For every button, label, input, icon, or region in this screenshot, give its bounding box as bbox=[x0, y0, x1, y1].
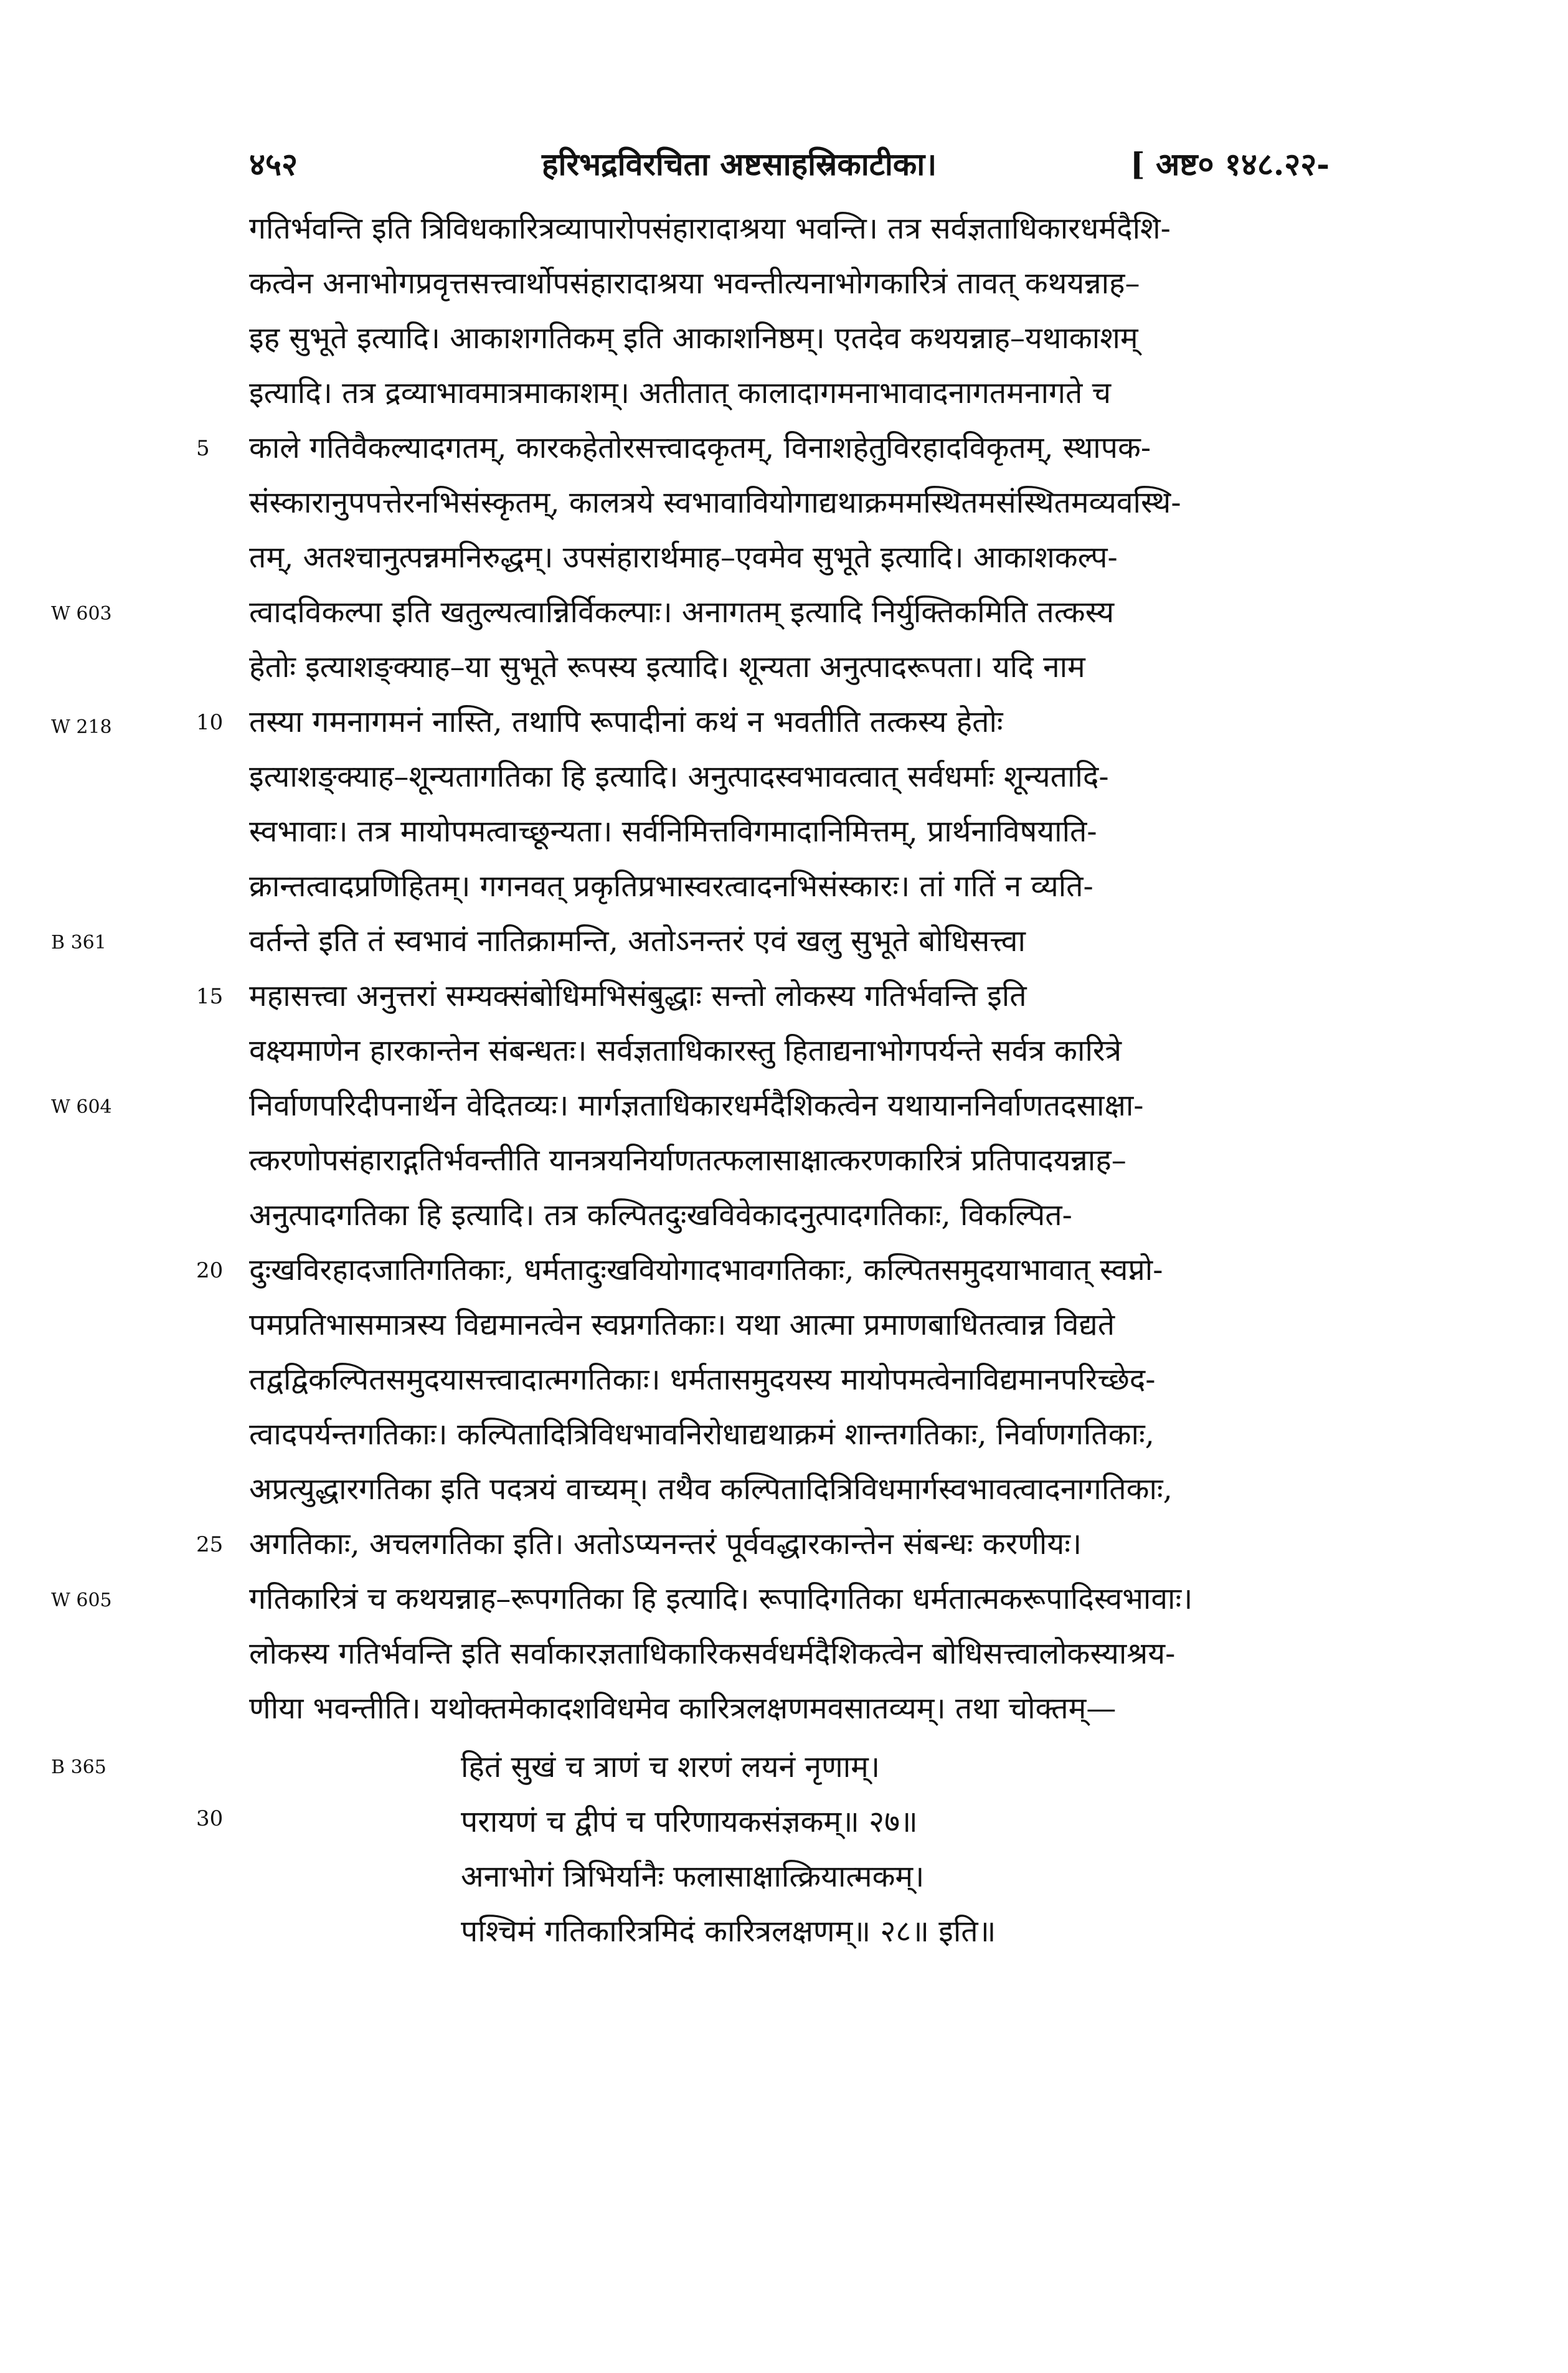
text-line: णीया भवन्तीति। यथोक्तमेकादशविधमेव कारित्रलक्षणमवसातव्यम्। तथा चोक्तम्— bbox=[249, 1691, 1117, 1726]
line-number: 10 bbox=[196, 710, 224, 735]
line-number: 15 bbox=[196, 984, 224, 1009]
verse-line: पश्चिमं गतिकारित्रमिदं कारित्रलक्षणम्॥ २८॥ इति॥ bbox=[461, 1914, 996, 1949]
text-line: दुःखविरहादजातिगतिकाः, धर्मतादुःखवियोगादभावगतिकाः, कल्पितसमुदयाभावात् स्वप्नो- bbox=[249, 1253, 1163, 1287]
text-line: तद्वद्विकल्पितसमुदयासत्त्वादात्मगतिकाः। धर्मतासमुदयस्य मायोपमत्वेनाविद्यमानपरिच्छेद- bbox=[249, 1362, 1156, 1397]
text-line: अनुत्पादगतिका हि इत्यादि। तत्र कल्पितदुःखविवेकादनुत्पादगतिकाः, विकल्पित- bbox=[249, 1198, 1072, 1233]
text-line: पमप्रतिभासमात्रस्य विद्यमानत्वेन स्वप्नगतिकाः। यथा आत्मा प्रमाणबाधितत्वान्न विद्यते bbox=[249, 1307, 1115, 1342]
line-number: 20 bbox=[196, 1258, 224, 1283]
text-line: इत्याशङ्क्याह–शून्यतागतिका हि इत्यादि। अनुत्पादस्वभावत्वात् सर्वधर्माः शून्यतादि- bbox=[249, 759, 1109, 794]
text-line: त्वादविकल्पा इति खतुल्यत्वान्निर्विकल्पाः। अनागतम् इत्यादि निर्युक्तिकमिति तत्कस्य bbox=[249, 595, 1115, 630]
page-number: ४५२ bbox=[249, 146, 298, 182]
verse-line: हितं सुखं च त्राणं च शरणं लयनं नृणाम्। bbox=[461, 1750, 881, 1784]
margin-reference: W 605 bbox=[51, 1589, 112, 1611]
margin-reference: W 603 bbox=[51, 603, 112, 625]
text-line: गतिकारित्रं च कथयन्नाह–रूपगतिका हि इत्यादि। रूपादिगतिका धर्मतात्मकरूपादिस्वभावाः। bbox=[249, 1581, 1193, 1616]
line-number: 5 bbox=[196, 436, 210, 461]
margin-reference: W 218 bbox=[51, 716, 112, 738]
verse-line: परायणं च द्वीपं च परिणायकसंज्ञकम्॥ २७॥ bbox=[461, 1804, 918, 1839]
margin-reference: B 361 bbox=[51, 932, 106, 954]
running-title: हरिभद्रविरचिता अष्टसाहस्रिकाटीका। bbox=[542, 146, 937, 182]
text-line: महासत्त्वा अनुत्तरां सम्यक्संबोधिमभिसंबुद्धाः सन्तो लोकस्य गतिर्भवन्ति इति bbox=[249, 978, 1027, 1013]
verse-line: अनाभोगं त्रिभिर्यानैः फलासाक्षात्क्रियात्मकम्। bbox=[461, 1859, 925, 1894]
line-number: 30 bbox=[196, 1806, 224, 1831]
text-line: कत्वेन अनाभोगप्रवृत्तसत्त्वार्थोपसंहारादाश्रया भवन्तीत्यनाभोगकारित्रं तावत् कथयन्नाह– bbox=[249, 266, 1140, 301]
text-line: क्रान्तत्वादप्रणिहितम्। गगनवत् प्रकृतिप्रभास्वरत्वादनभिसंस्कारः। तां गतिं न व्यति- bbox=[249, 869, 1093, 904]
margin-reference: B 365 bbox=[51, 1756, 106, 1778]
text-line: निर्वाणपरिदीपनार्थेन वेदितव्यः। मार्गज्ञताधिकारधर्मदैशिकत्वेन यथायाननिर्वाणतदसाक्षा- bbox=[249, 1088, 1144, 1123]
text-line: वक्ष्यमाणेन हारकान्तेन संबन्धतः। सर्वज्ञताधिकारस्तु हिताद्यनाभोगपर्यन्ते सर्वत्र कारित्रे bbox=[249, 1033, 1122, 1068]
text-line: गतिर्भवन्ति इति त्रिविधकारित्रव्यापारोपसंहारादाश्रया भवन्ति। तत्र सर्वज्ञताधिकारधर्मदैशि- bbox=[249, 211, 1171, 246]
text-line: त्वादपर्यन्तगतिकाः। कल्पितादित्रिविधभावनिरोधाद्यथाक्रमं शान्तगतिकाः, निर्वाणगतिकाः, bbox=[249, 1417, 1155, 1452]
text-line: स्वभावाः। तत्र मायोपमत्वाच्छून्यता। सर्वनिमित्तविगमादानिमित्तम्, प्रार्थनाविषयाति- bbox=[249, 814, 1097, 849]
margin-reference: W 604 bbox=[51, 1096, 112, 1118]
text-line: तस्या गमनागमनं नास्ति, तथापि रूपादीनां कथं न भवतीति तत्कस्य हेतोः bbox=[249, 704, 1003, 739]
text-line: काले गतिवैकल्यादगतम्, कारकहेतोरसत्त्वादकृतम्, विनाशहेतुविरहादविकृतम्, स्थापक- bbox=[249, 430, 1151, 465]
text-line: अप्रत्युद्धारगतिका इति पदत्रयं वाच्यम्। तथैव कल्पितादित्रिविधमार्गस्वभावत्वादनागतिकाः, bbox=[249, 1472, 1173, 1507]
text-line: लोकस्य गतिर्भवन्ति इति सर्वाकारज्ञताधिकारिकसर्वधर्मदैशिकत्वेन बोधिसत्त्वालोकस्याश्रय- bbox=[249, 1636, 1176, 1671]
text-line: वर्तन्ते इति तं स्वभावं नातिक्रामन्ति, अतोऽनन्तरं एवं खलु सुभूते बोधिसत्त्वा bbox=[249, 924, 1026, 959]
line-number: 25 bbox=[196, 1532, 224, 1557]
section-reference: [ अष्ट० १४८.२२- bbox=[1130, 146, 1330, 182]
text-line: तम्, अतश्चानुत्पन्नमनिरुद्धम्। उपसंहारार्थमाह–एवमेव सुभूते इत्यादि। आकाशकल्प- bbox=[249, 540, 1118, 575]
text-line: संस्कारानुपपत्तेरनभिसंस्कृतम्, कालत्रये स्वभावावियोगाद्यथाक्रममस्थितमसंस्थितमव्यवस्थि- bbox=[249, 485, 1181, 520]
text-line: त्करणोपसंहाराद्गतिर्भवन्तीति यानत्रयनिर्याणतत्फलासाक्षात्करणकारित्रं प्रतिपादयन्नाह– bbox=[249, 1143, 1126, 1178]
text-line: इह सुभूते इत्यादि। आकाशगतिकम् इति आकाशनिष्ठम्। एतदेव कथयन्नाह–यथाकाशम् bbox=[249, 321, 1138, 356]
text-line: अगतिकाः, अचलगतिका इति। अतोऽप्यनन्तरं पूर्ववद्धारकान्तेन संबन्धः करणीयः। bbox=[249, 1527, 1082, 1561]
text-line: इत्यादि। तत्र द्रव्याभावमात्रमाकाशम्। अतीतात् कालादागमनाभावादनागतमनागते च bbox=[249, 376, 1112, 410]
text-line: हेतोः इत्याशङ्क्याह–या सुभूते रूपस्य इत्यादि। शून्यता अनुत्पादरूपता। यदि नाम bbox=[249, 650, 1085, 684]
